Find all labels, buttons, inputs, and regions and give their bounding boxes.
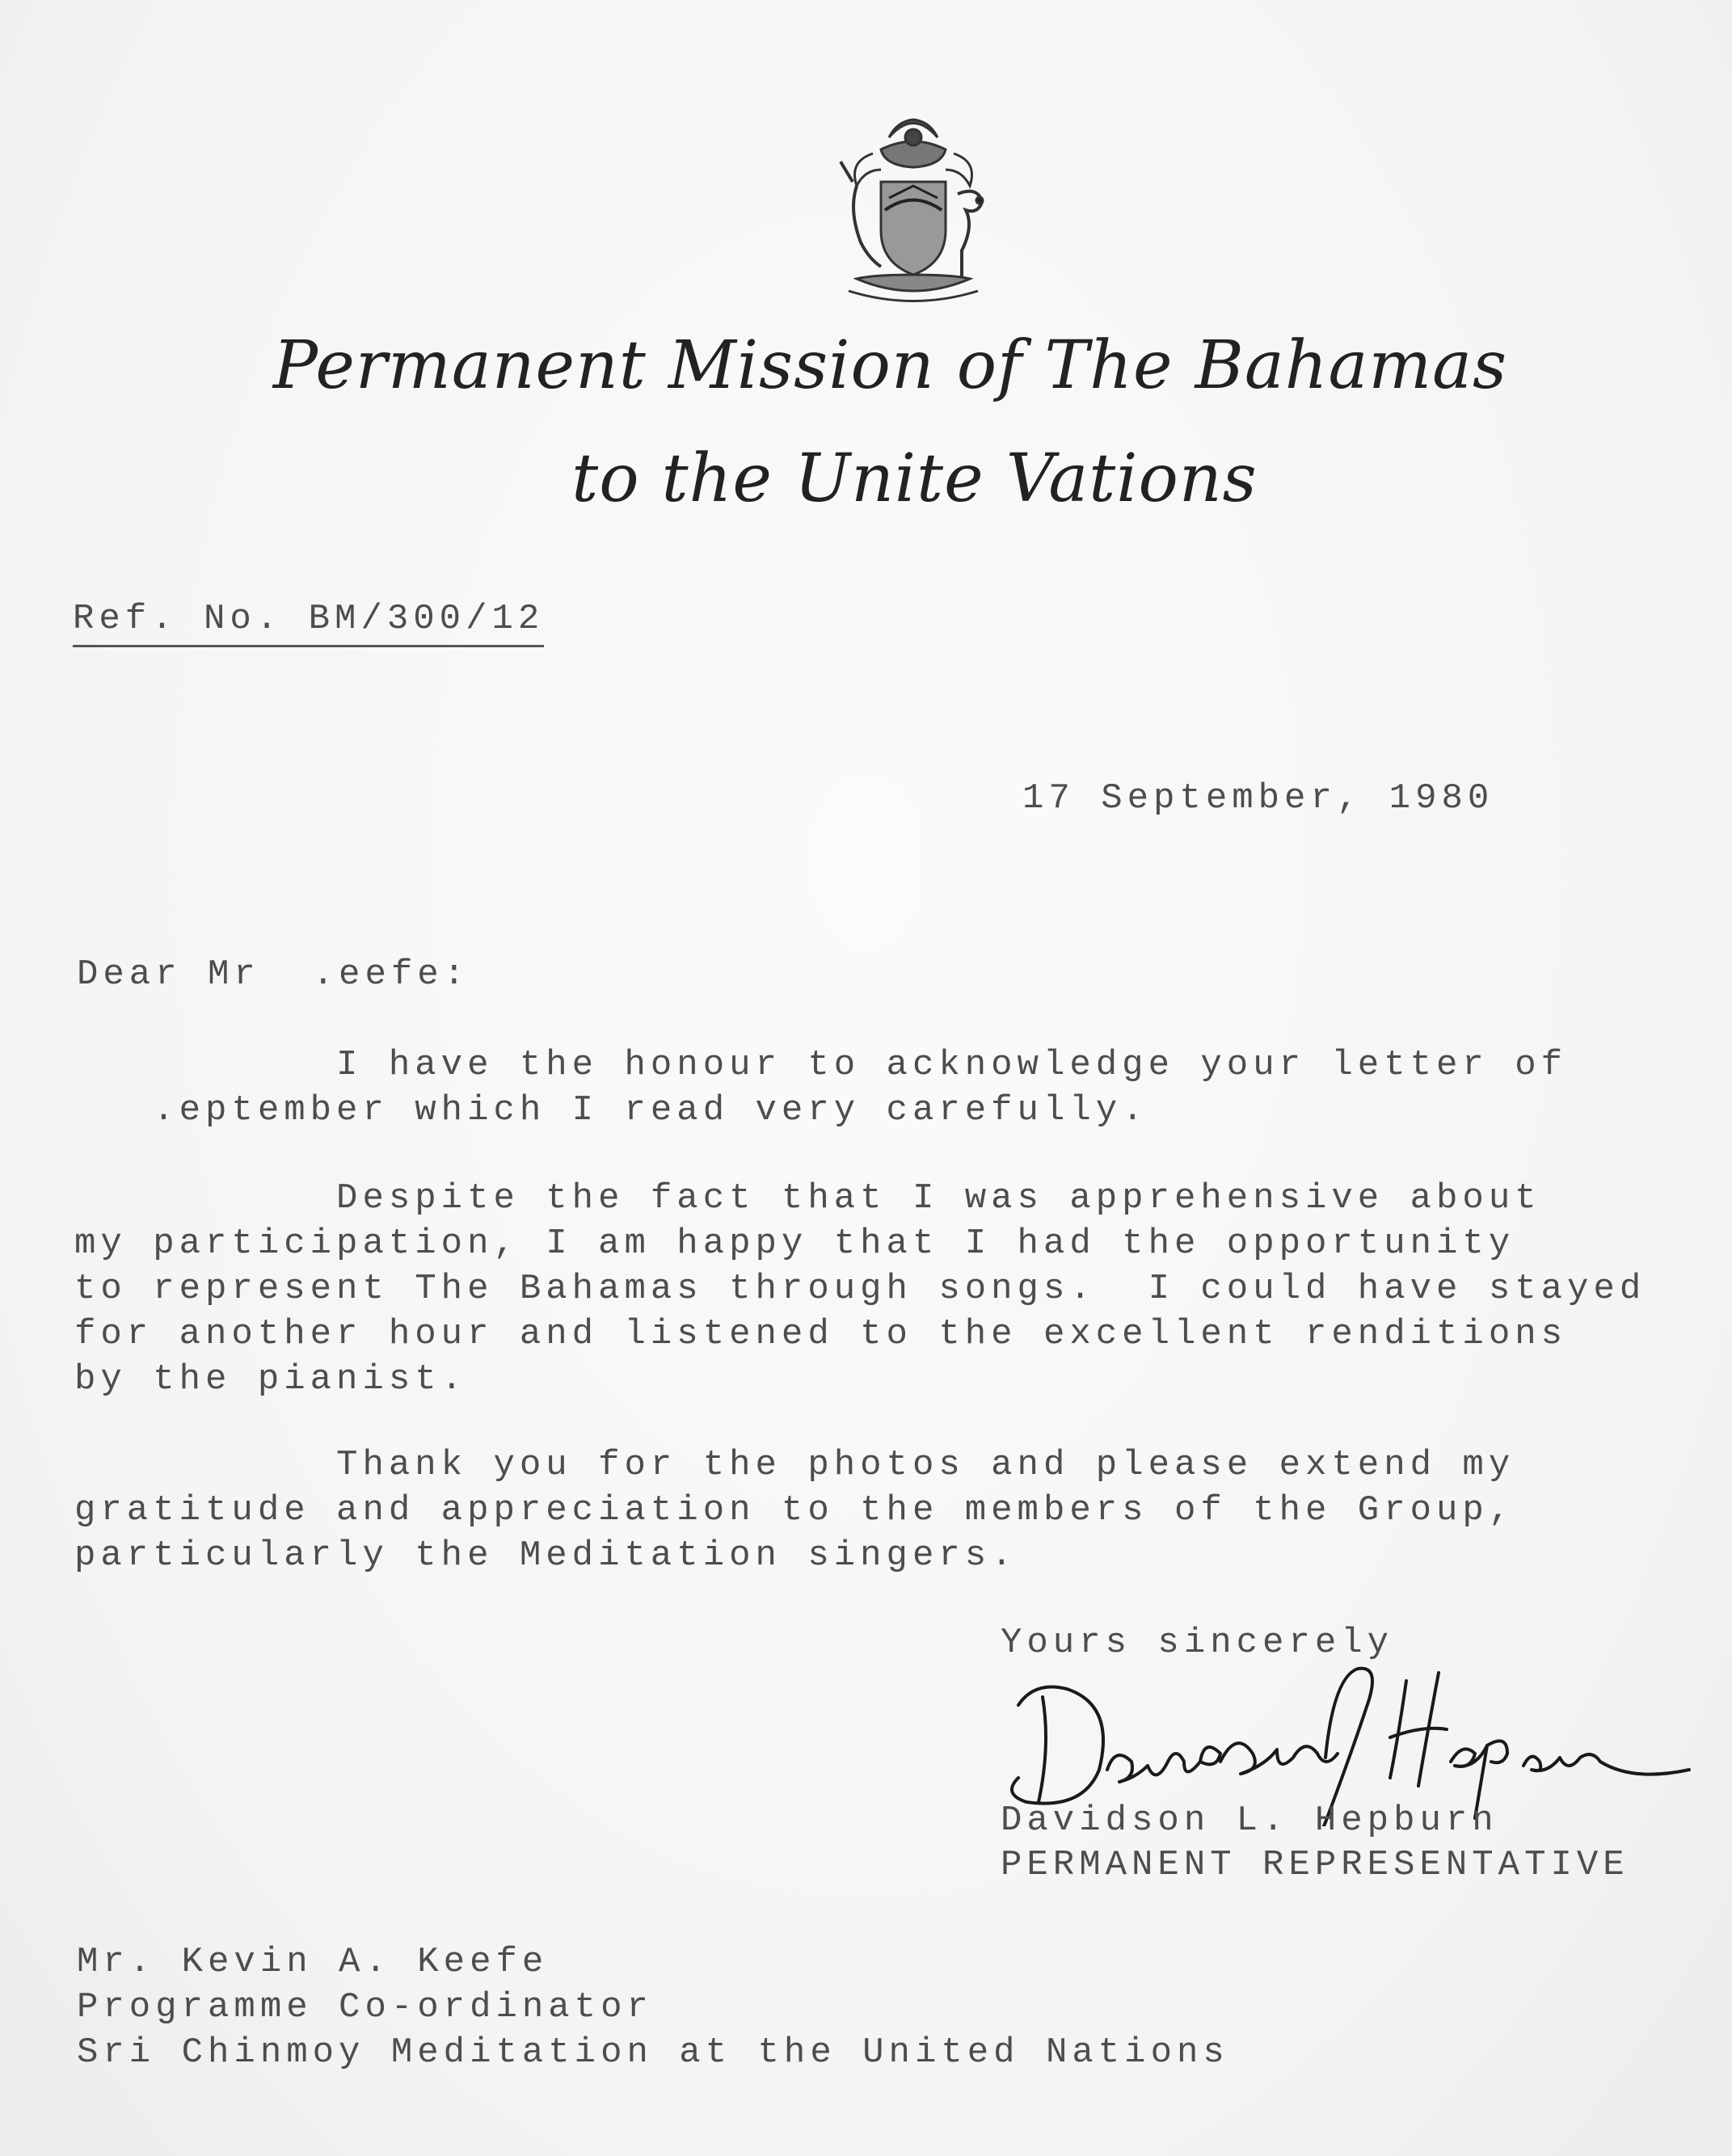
paragraph-2 xyxy=(74,1176,1646,1402)
paragraph-1 xyxy=(74,1042,1567,1133)
paragraph-line: particularly the Meditation singers. xyxy=(74,1535,1018,1576)
recipient-address xyxy=(77,1939,1229,2075)
letterhead-subtitle: to the Unite Vations xyxy=(571,440,1258,517)
paragraph-line: .eptember which I read very carefully. xyxy=(74,1090,1148,1131)
letter-date: 17 September, 1980 xyxy=(1022,778,1494,819)
paragraph-line: by the pianist. xyxy=(74,1359,468,1400)
recipient-organization: Sri Chinmoy Meditation at the United Nations xyxy=(77,2032,1229,2073)
paragraph-line: gratitude and appreciation to the members of the Group, xyxy=(74,1490,1515,1531)
paragraph-line: Thank you for the photos and please extend my xyxy=(74,1445,1515,1485)
recipient-name: Mr. Kevin A. Keefe xyxy=(77,1942,549,1982)
letterhead-title: Permanent Mission of The Bahamas xyxy=(272,327,1508,404)
paragraph-line: my participation, I am happy that I had the opportunity xyxy=(74,1223,1515,1264)
paragraph-line: I have the honour to acknowledge your letter of xyxy=(74,1045,1568,1085)
signer-name: Davidson L. Hepburn xyxy=(1001,1800,1498,1841)
paragraph-3 xyxy=(74,1442,1515,1578)
closing: Yours sincerely xyxy=(1001,1623,1394,1663)
coat-of-arms-icon xyxy=(824,105,1002,307)
paragraph-line: for another hour and listened to the excellent renditions xyxy=(74,1314,1568,1354)
paragraph-line: Despite the fact that I was apprehensive about xyxy=(74,1178,1541,1219)
salutation: Dear Mr .eefe: xyxy=(77,954,470,995)
signer-title: PERMANENT REPRESENTATIVE xyxy=(1001,1845,1629,1885)
recipient-title: Programme Co-ordinator xyxy=(77,1987,653,2028)
reference-number: Ref. No. BM/300/12 xyxy=(73,596,544,647)
paragraph-line: to represent The Bahamas through songs. I could have stayed xyxy=(74,1269,1646,1309)
